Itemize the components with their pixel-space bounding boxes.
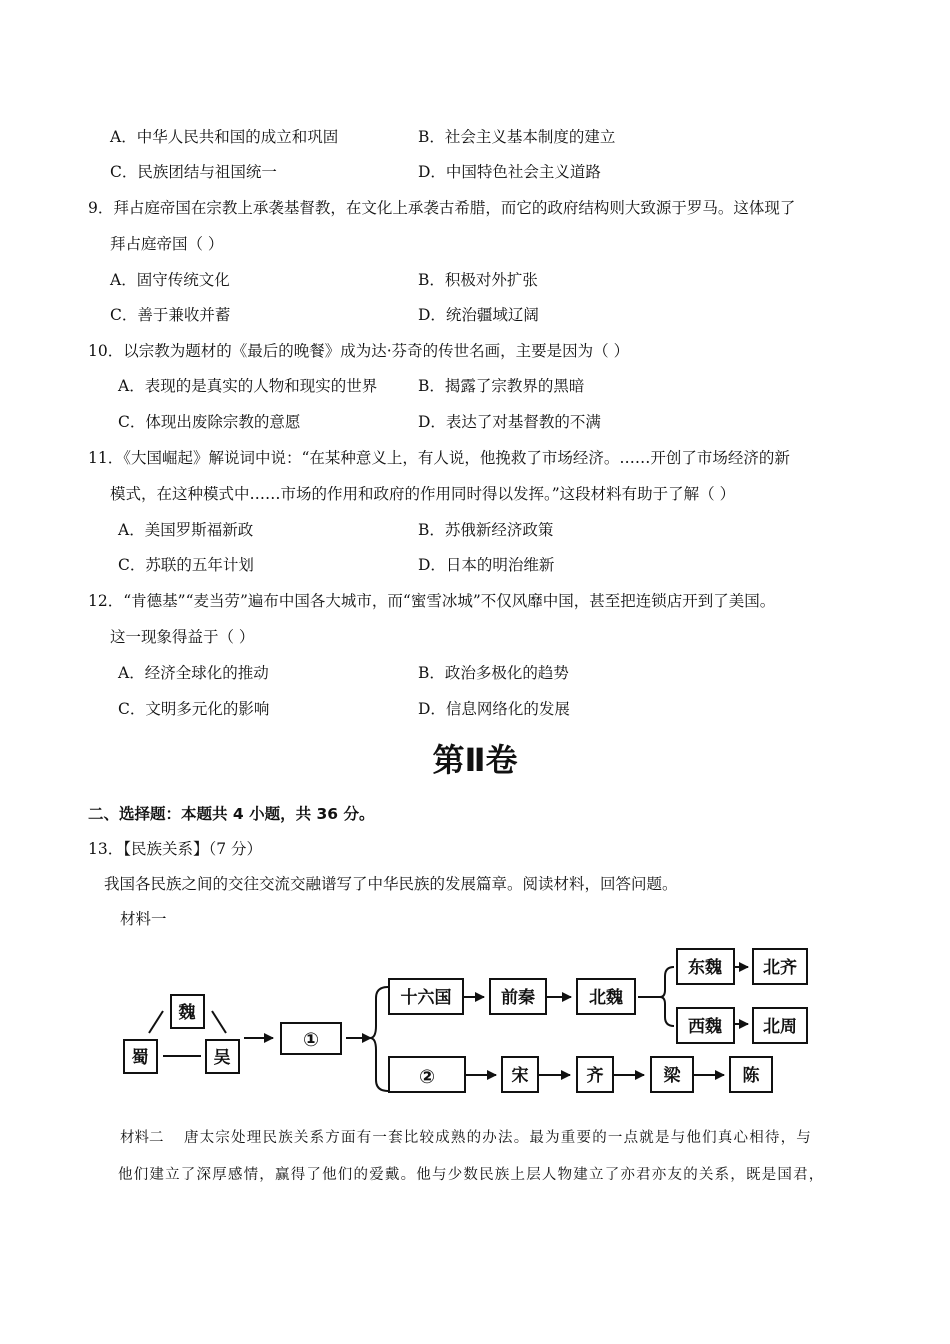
q12-stem-line1: 12．“肯德基”“麦当劳”遍布中国各大城市，而“蜜雪冰城”不仅风靡中国，甚至把连锁店开到了美国。	[88, 592, 776, 610]
label-shu: 蜀	[131, 1048, 149, 1068]
q9-stem-line2: 拜占庭帝国（ ）	[110, 235, 224, 253]
q9-stem-line1: 9．拜占庭帝国在宗教上承袭基督教，在文化上承袭古希腊，而它的政府结构则大致源于罗马。这体现了	[88, 199, 796, 217]
label-beiwei: 北魏	[589, 988, 623, 1008]
material-one-label: 材料一	[120, 910, 167, 928]
material-two-label: 材料二	[120, 1130, 164, 1146]
label-wu: 吴	[213, 1048, 231, 1068]
q10-option-d: D．表达了对基督教的不满	[418, 413, 601, 431]
material-two-line2: 他们建立了深厚感情，赢得了他们的爱戴。他与少数民族上层人物建立了亦君亦友的关系，既是国君，	[118, 1167, 825, 1183]
label-xiwei: 西魏	[688, 1017, 722, 1037]
q9-option-a: A．固守传统文化	[110, 271, 230, 289]
q12-option-a: A．经济全球化的推动	[118, 664, 269, 682]
label-chen: 陈	[742, 1066, 760, 1086]
q12-option-d: D．信息网络化的发展	[418, 700, 570, 718]
q8-option-b: B．社会主义基本制度的建立	[418, 128, 616, 146]
q11-stem-line1: 11．《大国崛起》解说词中说：“在某种意义上，有人说，他挽救了市场经济。……开创了市场经济的新	[88, 449, 790, 467]
label-shiliuguo: 十六国	[400, 988, 452, 1008]
q10-option-c: C．体现出废除宗教的意愿	[118, 413, 301, 431]
q12-stem-line2: 这一现象得益于（ ）	[110, 628, 255, 646]
q9-option-d: D．统治疆域辽阔	[418, 306, 539, 324]
q11-stem-line2: 模式，在这种模式中……市场的作用和政府的作用同时得以发挥。”这段材料有助于了解（ ）	[110, 485, 736, 503]
q8-option-c: C．民族团结与祖国统一	[110, 163, 277, 181]
q9-option-b: B．积极对外扩张	[418, 271, 538, 289]
q8-option-a: A．中华人民共和国的成立和巩固	[110, 128, 339, 146]
q10-option-a: A．表现的是真实的人物和现实的世界	[118, 377, 378, 395]
section-heading: 二、选择题：本题共 4 小题，共 36 分。	[88, 805, 375, 823]
label-dongwei: 东魏	[688, 958, 722, 978]
q10-option-b: B．揭露了宗教界的黑暗	[418, 377, 585, 395]
label-blank-1: ①	[302, 1029, 320, 1051]
label-liang: 梁	[663, 1066, 681, 1086]
label-qi: 齐	[586, 1066, 604, 1086]
q11-option-c: C．苏联的五年计划	[118, 556, 254, 574]
label-blank-2: ②	[418, 1066, 436, 1088]
q10-stem: 10．以宗教为题材的《最后的晚餐》成为达·芬奇的传世名画，主要是因为（ ）	[88, 342, 630, 360]
q13-heading: 13．【民族关系】（7 分）	[88, 840, 263, 858]
q12-option-b: B．政治多极化的趋势	[418, 664, 569, 682]
material-two-line1: 唐太宗处理民族关系方面有一套比较成熟的办法。最为重要的一点就是与他们真心相待，与	[184, 1130, 812, 1146]
label-wei: 魏	[178, 1003, 196, 1023]
q9-option-c: C．善于兼收并蓄	[110, 306, 231, 324]
label-beiqi: 北齐	[763, 958, 797, 978]
q8-option-d: D．中国特色社会主义道路	[418, 163, 601, 181]
q11-option-a: A．美国罗斯福新政	[118, 521, 254, 539]
volume-title: 第Ⅱ卷	[432, 741, 518, 779]
label-song: 宋	[511, 1066, 529, 1086]
q11-option-d: D．日本的明治维新	[418, 556, 555, 574]
label-beizhou: 北周	[763, 1017, 797, 1037]
q13-intro: 我国各民族之间的交往交流交融谱写了中华民族的发展篇章。阅读材料，回答问题。	[104, 875, 678, 893]
q11-option-b: B．苏俄新经济政策	[418, 521, 554, 539]
q12-option-c: C．文明多元化的影响	[118, 700, 270, 718]
label-qianqin: 前秦	[501, 988, 535, 1008]
